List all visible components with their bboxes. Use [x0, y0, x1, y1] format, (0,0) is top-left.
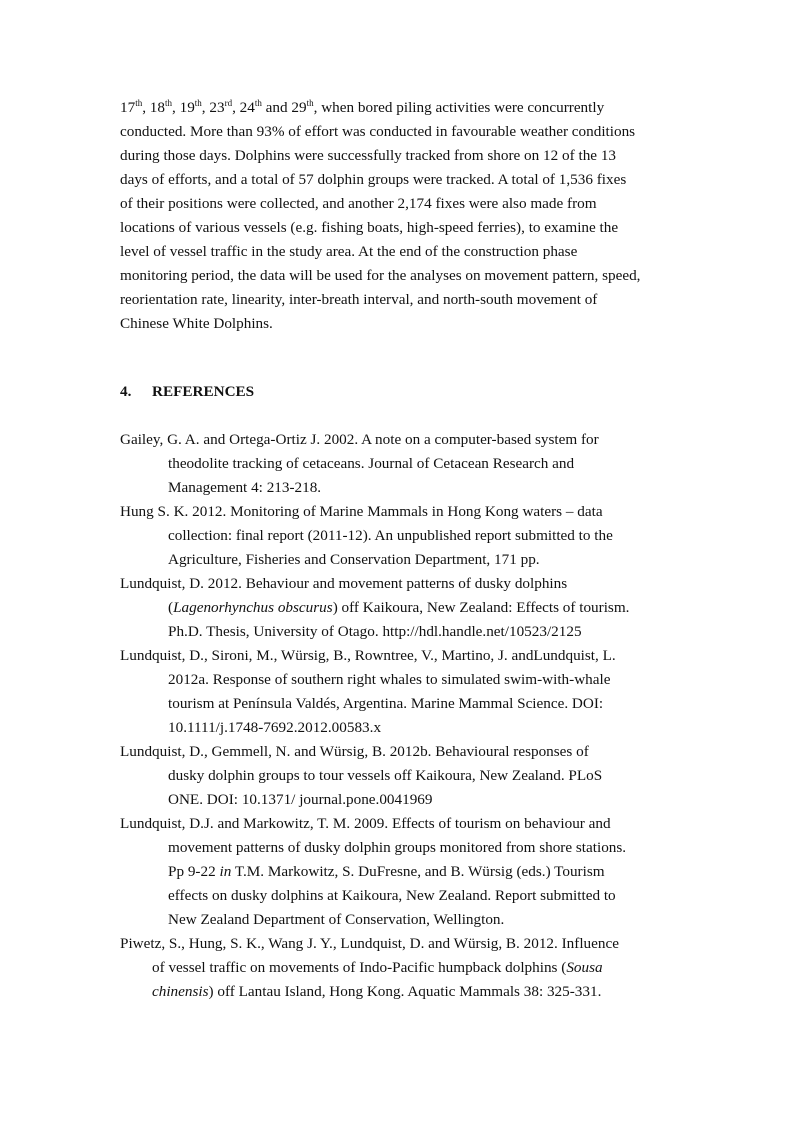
- reference-line: Lundquist, D.J. and Markowitz, T. M. 2009. Effects of tourism on behaviour and: [120, 815, 611, 832]
- reference-line: movement patterns of dusky dolphin groups monitored from shore stations.: [168, 839, 627, 856]
- reference-entry: [120, 428, 680, 500]
- reference-entry: [120, 740, 680, 812]
- reference-line: [120, 956, 680, 980]
- reference-line: ONE. DOI: 10.1371/ journal.pone.0041969: [168, 791, 433, 808]
- paragraph-line: days of efforts, and a total of 57 dolphin groups were tracked. A total of 1,536 fixes: [120, 171, 627, 188]
- date-number: 18: [149, 99, 165, 116]
- date-number: 24: [239, 99, 255, 116]
- reference-line: Gailey, G. A. and Ortega-Ortiz J. 2002. A note on a computer-based system for: [120, 431, 599, 448]
- reference-line: [120, 980, 680, 1004]
- italic-word: in: [219, 863, 232, 880]
- date-number: 17: [120, 99, 136, 116]
- species-name: chinensis: [152, 983, 209, 1000]
- reference-entry: [120, 644, 680, 740]
- reference-line: Hung S. K. 2012. Monitoring of Marine Mammals in Hong Kong waters – data: [120, 503, 603, 520]
- document-page: [120, 96, 680, 1004]
- reference-text: (: [168, 599, 174, 616]
- paragraph-line: Chinese White Dolphins.: [120, 315, 273, 332]
- reference-line: effects on dusky dolphins at Kaikoura, New Zealand. Report submitted to: [168, 887, 616, 904]
- reference-line: Piwetz, S., Hung, S. K., Wang J. Y., Lundquist, D. and Würsig, B. 2012. Influence: [120, 935, 619, 952]
- reference-line: [120, 860, 680, 884]
- section-number: 4.: [120, 383, 132, 400]
- reference-line: [120, 596, 680, 620]
- reference-line: Lundquist, D., Sironi, M., Würsig, B., Rowntree, V., Martino, J. andLundquist, L.: [120, 647, 616, 664]
- reference-entry: [120, 812, 680, 932]
- reference-line: tourism at Península Valdés, Argentina. Marine Mammal Science. DOI:: [168, 695, 604, 712]
- ordinal-suffix: th: [164, 98, 172, 108]
- species-name: Lagenorhynchus obscurus: [173, 599, 333, 616]
- reference-line: Management 4: 213-218.: [168, 479, 322, 496]
- separator: and: [261, 99, 292, 116]
- ordinal-suffix: rd: [224, 98, 233, 108]
- reference-line: New Zealand Department of Conservation, Wellington.: [168, 911, 505, 928]
- paragraph-line: [120, 96, 680, 120]
- paragraph-line: reorientation rate, linearity, inter-breath interval, and north-south movement of: [120, 291, 598, 308]
- reference-line: Lundquist, D. 2012. Behaviour and movement patterns of dusky dolphins: [120, 575, 568, 592]
- paragraph-text: , when bored piling activities were concurrently: [313, 99, 605, 116]
- reference-line: Agriculture, Fisheries and Conservation Department, 171 pp.: [168, 551, 540, 568]
- reference-text: ) off Lantau Island, Hong Kong. Aquatic Mammals 38: 325-331.: [208, 983, 602, 1000]
- section-heading: [120, 380, 680, 404]
- separator: ,: [232, 99, 240, 116]
- paragraph-line: monitoring period, the data will be used for the analyses on movement pattern, speed,: [120, 267, 641, 284]
- reference-line: theodolite tracking of cetaceans. Journal of Cetacean Research and: [168, 455, 575, 472]
- date-number: 19: [179, 99, 195, 116]
- species-name: Sousa: [566, 959, 603, 976]
- ordinal-suffix: th: [254, 98, 262, 108]
- paragraph-line: level of vessel traffic in the study area. At the end of the construction phase: [120, 243, 578, 260]
- ordinal-suffix: th: [306, 98, 314, 108]
- ordinal-suffix: th: [135, 98, 143, 108]
- reference-line: Lundquist, D., Gemmell, N. and Würsig, B. 2012b. Behavioural responses of: [120, 743, 589, 760]
- reference-line: 2012a. Response of southern right whales to simulated swim-with-whale: [168, 671, 611, 688]
- date-number: 23: [209, 99, 225, 116]
- paragraph-line: during those days. Dolphins were successfully tracked from shore on 12 of the 13: [120, 147, 617, 164]
- reference-entry: [120, 572, 680, 644]
- reference-line: collection: final report (2011-12). An unpublished report submitted to the: [168, 527, 613, 544]
- reference-entry: [120, 500, 680, 572]
- reference-line: dusky dolphin groups to tour vessels off Kaikoura, New Zealand. PLoS: [168, 767, 603, 784]
- separator: ,: [201, 99, 210, 116]
- paragraph-line: conducted. More than 93% of effort was conducted in favourable weather conditions: [120, 123, 636, 140]
- separator: ,: [142, 99, 150, 116]
- separator: ,: [172, 99, 180, 116]
- reference-text: T.M. Markowitz, S. DuFresne, and B. Würsig (eds.) Tourism: [231, 863, 605, 880]
- paragraph-line: of their positions were collected, and another 2,174 fixes were also made from: [120, 195, 597, 212]
- section-title: REFERENCES: [152, 383, 255, 400]
- ordinal-suffix: th: [194, 98, 202, 108]
- body-paragraph: [120, 96, 680, 336]
- reference-text: of vessel traffic on movements of Indo-Pacific humpback dolphins (: [152, 959, 567, 976]
- reference-text: Pp 9-22: [168, 863, 220, 880]
- reference-list: [120, 428, 680, 1004]
- reference-entry: [120, 932, 680, 1004]
- date-number: 29: [291, 99, 307, 116]
- reference-line: 10.1111/j.1748-7692.2012.00583.x: [168, 719, 382, 736]
- reference-line: Ph.D. Thesis, University of Otago. http://hdl.handle.net/10523/2125: [168, 623, 582, 640]
- reference-text: ) off Kaikoura, New Zealand: Effects of tourism.: [332, 599, 630, 616]
- paragraph-line: locations of various vessels (e.g. fishing boats, high-speed ferries), to examine the: [120, 219, 619, 236]
